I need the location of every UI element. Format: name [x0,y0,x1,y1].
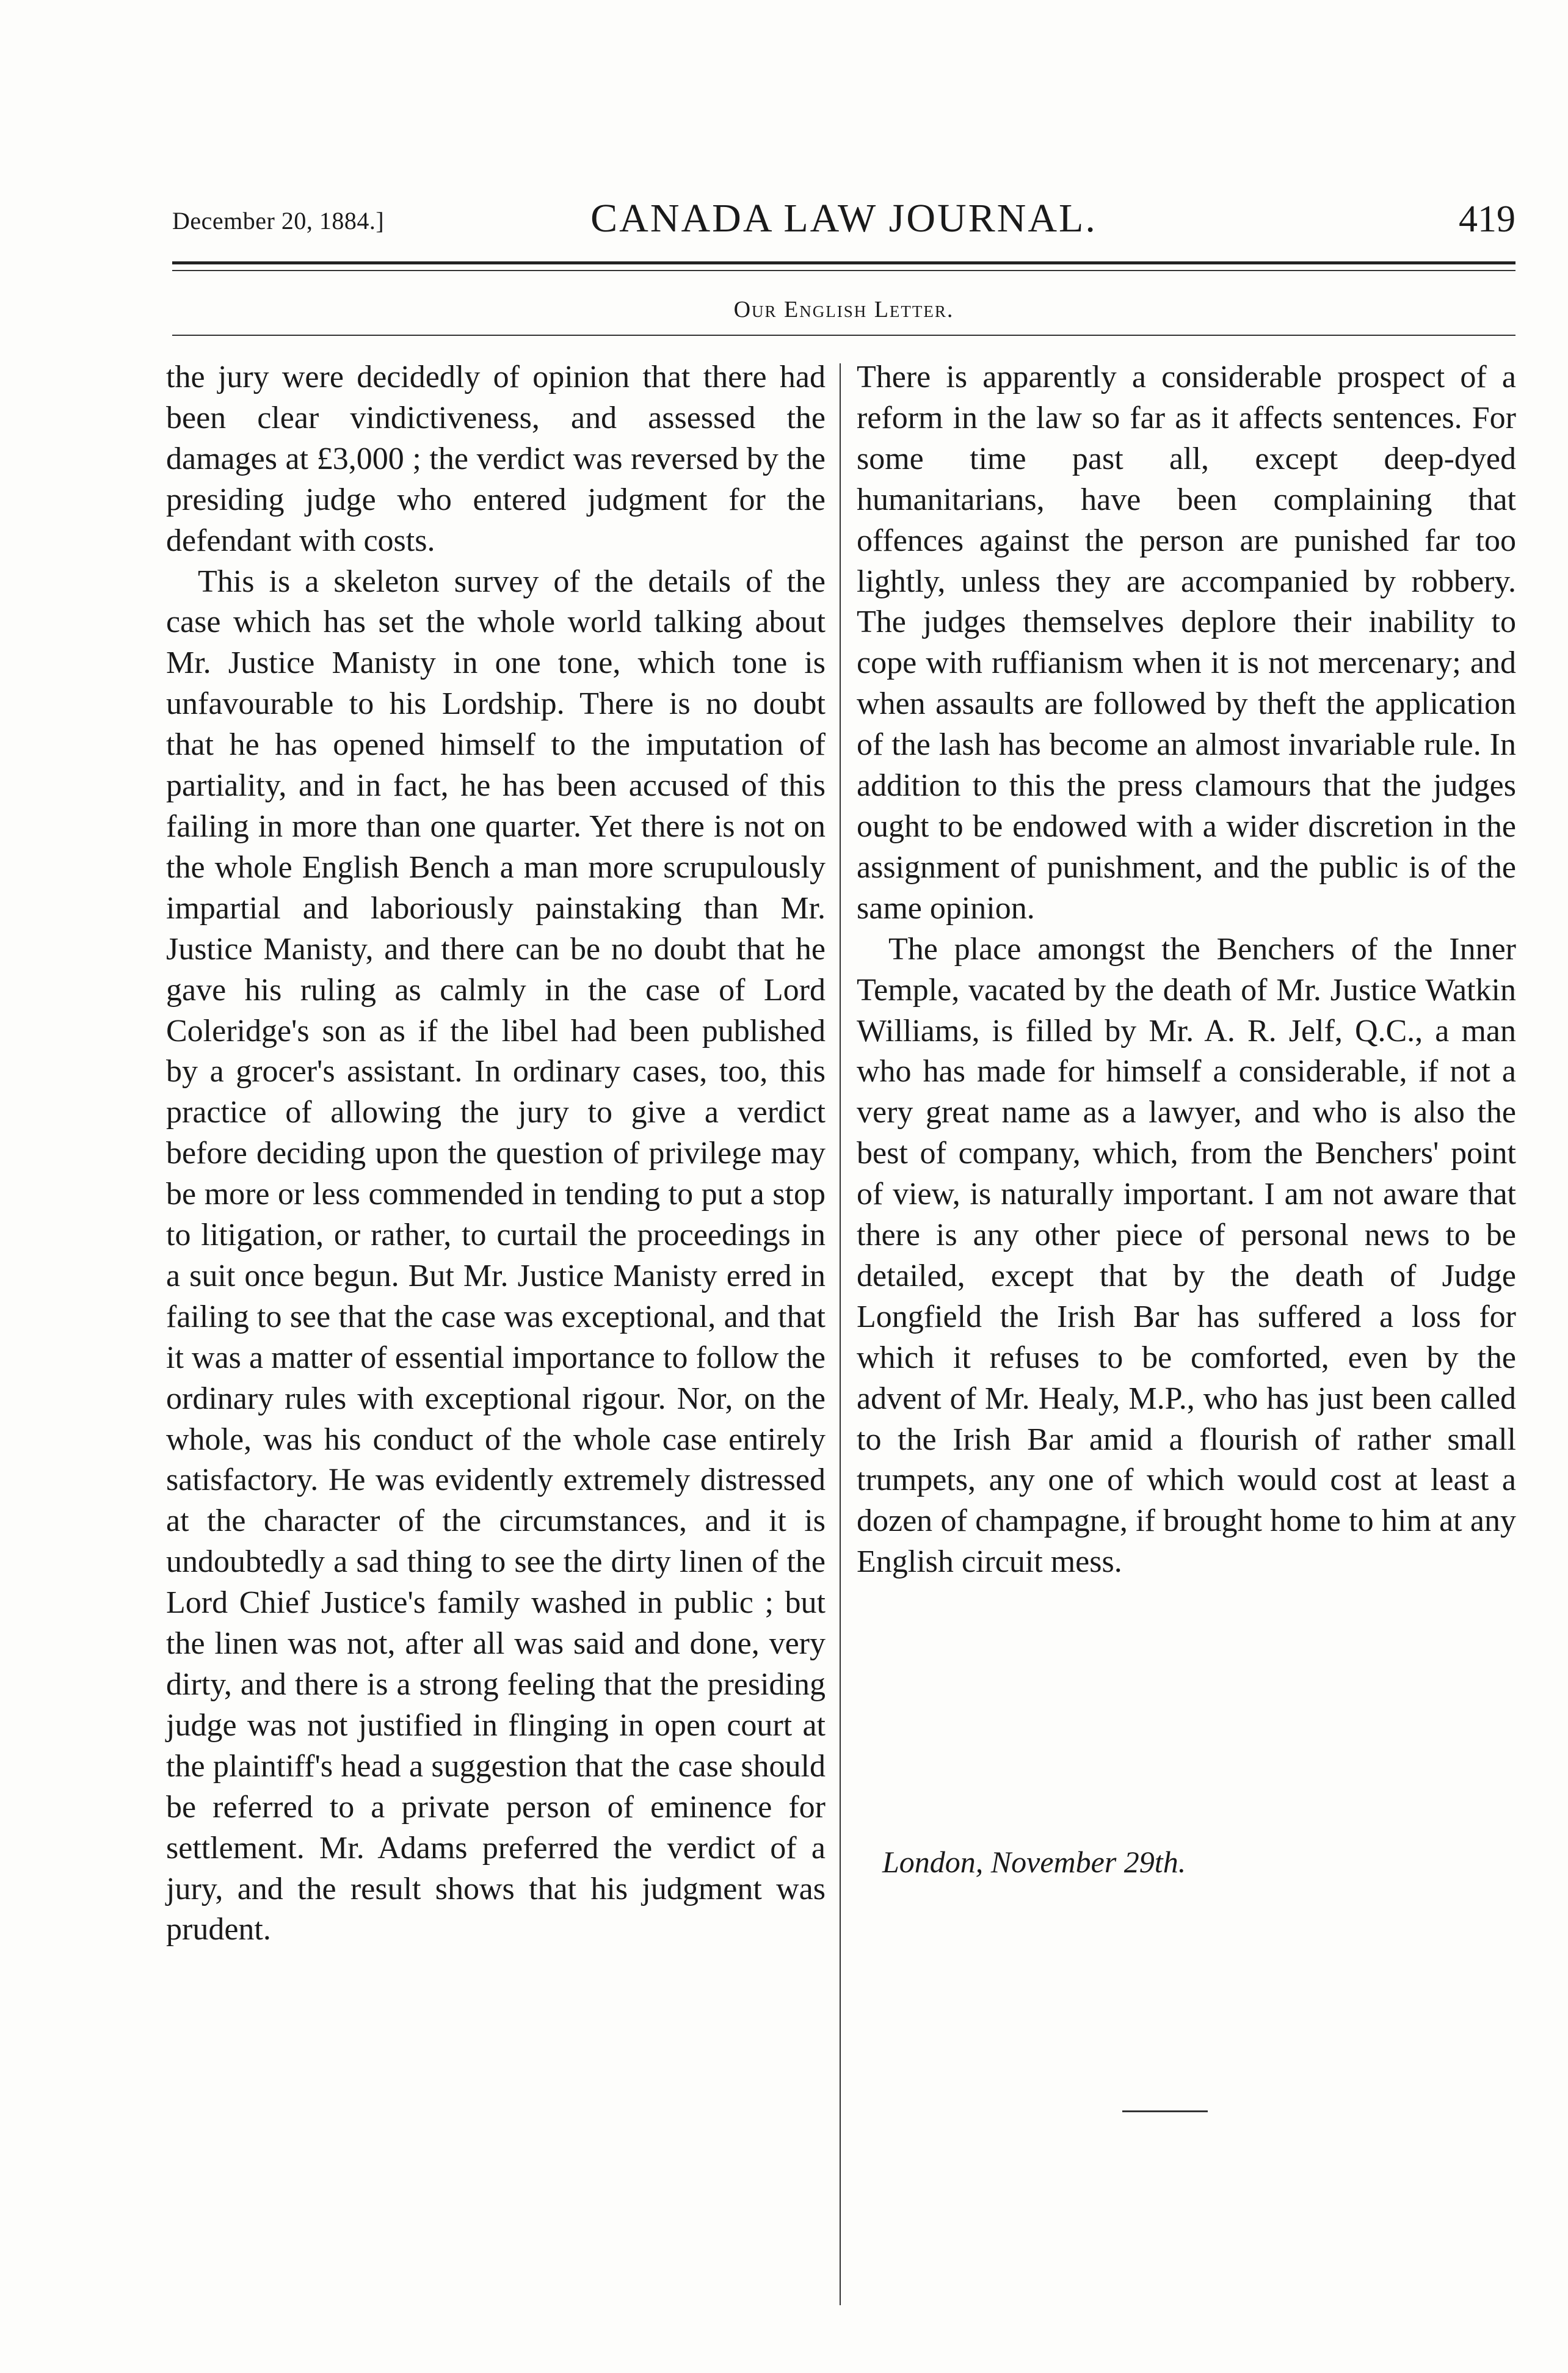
page-number: 419 [1459,198,1515,240]
paragraph: There is apparently a considerable prospect of a reform in the law so far as it affects sentences. For some time past all, except deep-dyed humanitarians, have been complaining that offences against the person are punished far too lightly, unless they are accompanied by robbery. The judges themselves deplore their inability to cope with ruffianism when it is not mercenary; and when assaults are followed by theft the application of the lash has become an almost invariable rule. In addition to this the press clamours that the judges ought to be endowed with a wider discretion in the assignment of punishment, and the public is of the same opinion. [857,360,1516,926]
header-rule-thick [172,261,1515,264]
paragraph: This is a skeleton survey of the details of the case which has set the whole world talking about Mr. Justice Manisty in one tone, which tone is unfavourable to his Lordship. There is no doubt that he has opened himself to the imputation of partiality, and in fact, he has been accused of this failing in more than one quarter. Yet there is not on the whole English Bench a man more scrupulously impartial and laboriously painstaking than Mr. Justice Manisty, and there can be no doubt that he gave his ruling as calmly in the case of Lord Coleridge's son as if the libel had been published by a grocer's assistant. In ordinary cases, too, this practice of allowing the jury to give a verdict before deciding upon the question of privilege may be more or less commended in tending to put a stop to litigation, or rather, to curtail the proceedings in a suit once begun. But Mr. Justice Manisty erred in failing to see that the case was exceptional, and that it was a matter of essential importance to follow the ordinary rules with exceptional rigour. Nor, on the whole, was his conduct of the whole case entirely satisfactory. He was evidently extremely distressed at the character of the circumstances, and it is undoubtedly a sad thing to see the dirty linen of the Lord Chief Justice's family washed in public ; but the linen was not, after all was said and done, very dirty, and there is a strong feeling that the presiding judge was not justified in flinging in open court at the plaintiff's head a suggestion that the case should be referred to a private person of eminence for settlement. Mr. Adams preferred the verdict of a jury, and the result shows that his judgment was prudent. [166,564,826,1947]
end-rule [1122,2110,1208,2112]
section-rule [172,335,1515,336]
left-column [166,357,826,1950]
paragraph: The place amongst the Benchers of the Inner Temple, vacated by the death of Mr. Justice Watkin Williams, is filled by Mr. A. R. Jelf, Q.C., a man who has made for himself a considerable, if not a very great name as a lawyer, and who is also the best of company, which, from the Benchers' point of view, is naturally important. I am not aware that there is any other piece of personal news to be detailed, except that by the death of Judge Longfield the Irish Bar has suffered a loss for which it refuses to be comforted, even by the advent of Mr. Healy, M.P., who has just been called to the Irish Bar amid a flourish of rather small trumpets, any one of which would cost at least a dozen of champagne, if brought home to him at any English circuit mess. [857,931,1516,1580]
column-divider [840,363,841,2305]
running-head [172,195,1515,250]
section-title: Our English Letter. [733,297,954,322]
issue-date: December 20, 1884.] [172,207,385,234]
journal-title: CANADA LAW JOURNAL. [590,196,1097,241]
paragraph: the jury were decidedly of opinion that there had been clear vindictiveness, and assessed the damages at £3,000 ; the verdict was reversed by the presiding judge who entered judgment for the defendant with costs. [166,360,826,558]
header-rule-thin [172,270,1515,271]
right-column [857,357,1516,1583]
dateline: London, November 29th. [882,1845,1186,1879]
